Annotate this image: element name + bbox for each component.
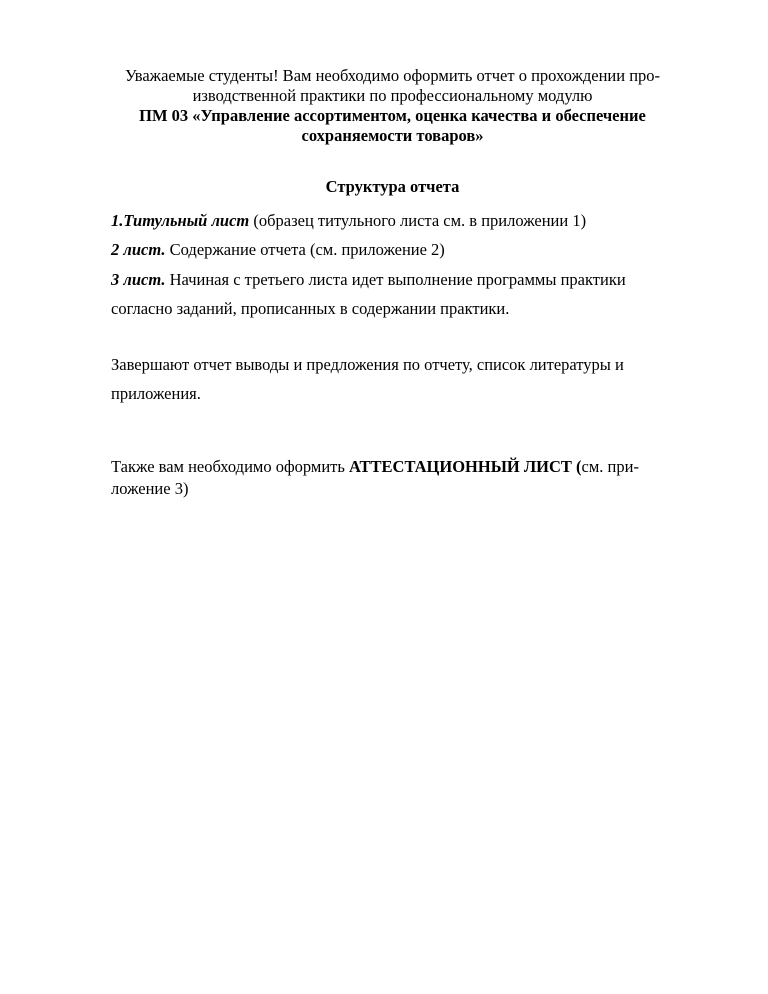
structure-item-program-continuation: согласно заданий, прописанных в содержании практики. — [111, 299, 510, 318]
intro-block — [100, 66, 685, 146]
item-text: Содержание отчета (см. приложение 2) — [165, 240, 445, 259]
conclusion-line-2: приложения. — [111, 384, 201, 403]
module-title-line-2: сохраняемости товаров» — [301, 126, 484, 145]
attestation-line-1 — [111, 457, 639, 477]
conclusion-line-1: Завершают отчет выводы и предложения по отчету, список литературы и — [111, 355, 624, 374]
structure-item-contents — [111, 240, 445, 260]
structure-item-title-page — [111, 211, 586, 231]
item-text: (образец титульного листа см. в приложении 1) — [249, 211, 587, 230]
item-lead: 2 лист. — [111, 240, 166, 259]
attestation-pre: Также вам необходимо оформить — [111, 457, 350, 476]
item-lead: 1.Титульный лист — [111, 211, 250, 230]
structure-title: Структура отчета — [325, 177, 460, 196]
attestation-post: см. при- — [581, 457, 639, 476]
attestation-sheet-title: АТТЕСТАЦИОННЫЙ ЛИСТ ( — [349, 457, 582, 476]
item-lead: 3 лист. — [111, 270, 166, 289]
attestation-line-2: ложение 3) — [111, 479, 189, 498]
intro-line-1: Уважаемые студенты! Вам необходимо оформить отчет о прохождении про- — [124, 66, 661, 85]
structure-item-program — [111, 270, 626, 290]
item-text: Начиная с третьего листа идет выполнение программы практики — [165, 270, 626, 289]
intro-line-2: изводственной практики по профессиональному модулю — [192, 86, 593, 105]
module-title-line-1: ПМ 03 «Управление ассортиментом, оценка качества и обеспечение — [139, 106, 646, 125]
